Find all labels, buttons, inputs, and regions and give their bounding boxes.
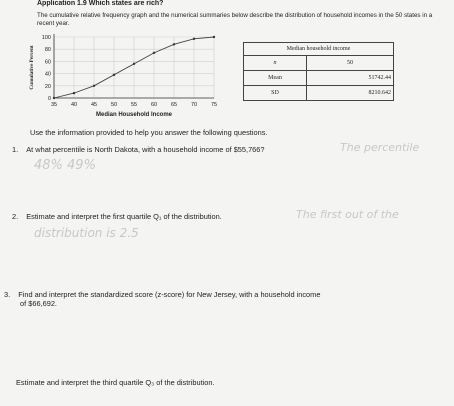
data-point — [53, 97, 55, 99]
data-point — [173, 43, 175, 45]
question-number: 2. — [12, 212, 19, 221]
intro-paragraph: The cumulative relative frequency graph and the numerical summaries below describe the distribution of household incomes in the 50 states in a recent year. — [37, 12, 433, 27]
table-cell-label: SD — [244, 86, 307, 101]
x-tick-label: 75 — [210, 102, 218, 108]
question-text: Estimate and interpret the first quartile Q₁ of the distribution. — [26, 212, 222, 221]
table-cell-value: 51742.44 — [307, 71, 394, 86]
table-cell-label: Mean — [244, 71, 307, 86]
table-cell-value: 8210.642 — [307, 86, 394, 101]
table-cell-label: n — [244, 56, 307, 71]
table-title: Median household income — [244, 43, 394, 56]
summary-table — [243, 42, 394, 101]
question-number: 3. — [4, 290, 11, 299]
handwritten-answer-2b: distribution is 2.5 — [34, 226, 139, 240]
table-row — [244, 56, 394, 71]
y-tick-label: 40 — [44, 71, 51, 78]
handwritten-answer-1a: The percentile — [340, 141, 420, 154]
question-1 — [12, 145, 265, 154]
question-2 — [12, 212, 222, 221]
x-axis-label: Median Household Income — [95, 112, 173, 118]
question-text-continued: of $66,692. — [20, 299, 57, 308]
x-tick-label: 55 — [130, 102, 138, 108]
question-number: 1. — [12, 145, 19, 154]
y-tick-label: 80 — [44, 47, 51, 54]
y-tick-label: 20 — [44, 83, 51, 90]
handwritten-answer-1b: 48% 49% — [34, 158, 96, 173]
y-tick-label: 0 — [47, 96, 51, 102]
question-text: At what percentile is North Dakota, with a household income of $55,766? — [26, 145, 265, 154]
question-4: Estimate and interpret the third quartile Q₃ of the distribution. — [16, 378, 215, 387]
data-point — [113, 74, 115, 76]
ogive-chart — [22, 30, 222, 126]
table-row — [244, 86, 394, 101]
x-tick-label: 50 — [110, 102, 118, 108]
question-3 — [4, 290, 320, 308]
x-tick-label: 65 — [170, 102, 178, 108]
data-point — [93, 85, 95, 87]
table-row — [244, 71, 394, 86]
question-text: Find and interpret the standardized score (z-score) for New Jersey, with a household income — [18, 290, 321, 299]
chart-labels — [29, 35, 217, 118]
data-point — [133, 63, 135, 65]
table-cell-value: 50 — [307, 56, 394, 71]
x-tick-label: 45 — [90, 102, 98, 108]
data-point — [73, 92, 75, 94]
data-point — [213, 36, 215, 38]
x-tick-label: 70 — [190, 102, 198, 108]
y-axis-label: Cumulative Percent — [29, 45, 35, 90]
chart-gridlines — [54, 37, 214, 98]
application-header: Application 1.9 Which states are rich? — [37, 0, 164, 7]
x-tick-label: 35 — [50, 102, 58, 108]
y-tick-label: 100 — [41, 35, 51, 41]
instructions-text: Use the information provided to help you answer the following questions. — [30, 128, 268, 137]
data-point — [153, 52, 155, 54]
data-point — [193, 38, 195, 40]
handwritten-answer-2a: The first out of the — [296, 208, 399, 221]
x-tick-label: 40 — [70, 102, 78, 108]
x-tick-label: 60 — [150, 102, 158, 108]
y-tick-label: 60 — [44, 59, 51, 66]
